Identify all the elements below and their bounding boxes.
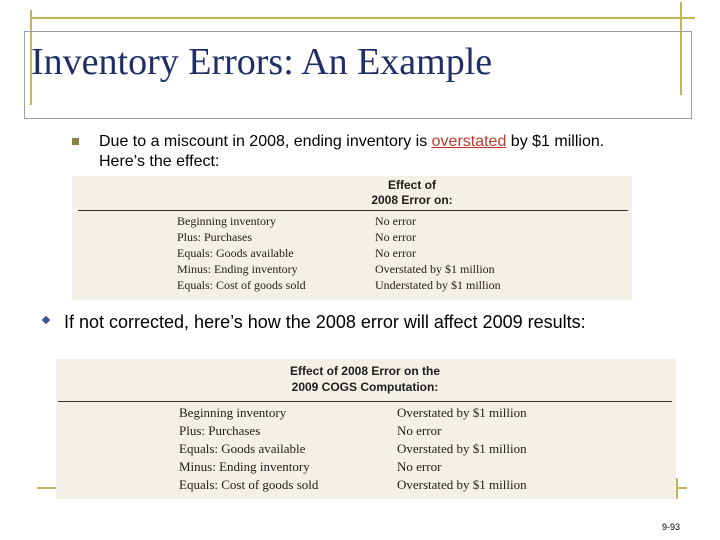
row-label: Equals: Cost of goods sold [179,477,319,492]
row-value: Understated by $1 million [375,278,501,292]
bullet-text-end: by $1 million. Here’s the effect: [99,133,605,170]
table2-rule [58,401,672,402]
bullet-not-corrected-text: If not corrected, here’s how the 2008 error will affect 2009 results: [64,312,586,332]
row-value: No error [375,230,416,244]
bullet-text-start: Due to a miscount in 2008, ending inventory is [99,133,432,150]
table2-header-line2: 2009 COGS Computation: [291,380,439,394]
table1-rule [78,210,628,211]
table1-header [362,178,462,208]
bullet-not-corrected [43,311,703,333]
frame-top-line [30,17,695,19]
table2-header-line1: Effect of 2008 Error on the [289,364,441,378]
row-label: Plus: Purchases [177,230,252,244]
table1-header-line1: Effect of [388,178,436,192]
row-label: Equals: Goods available [177,246,294,260]
row-label: Plus: Purchases [179,423,261,438]
row-value: Overstated by $1 million [397,441,527,456]
row-value: Overstated by $1 million [397,477,527,492]
overstated-highlight: overstated [431,133,507,150]
diamond-bullet-icon [42,316,50,324]
table1-header-line2: 2008 Error on: [371,193,453,207]
slide-title: Inventory Errors: An Example [31,41,493,83]
bullet-miscount-text [99,132,632,172]
row-value: No error [397,423,442,438]
row-value: No error [375,246,416,260]
row-value: No error [397,459,442,474]
row-value: No error [375,214,416,228]
row-value: Overstated by $1 million [397,405,527,420]
frame-bottom-tick [676,478,678,499]
table2-header [281,363,449,395]
effect-2008-table [72,176,632,300]
effect-2009-cogs-table [56,359,676,499]
row-label: Beginning inventory [179,405,287,420]
row-label: Equals: Cost of goods sold [177,278,306,292]
row-label: Equals: Goods available [179,441,306,456]
row-label: Beginning inventory [177,214,276,228]
row-label: Minus: Ending inventory [177,262,298,276]
row-label: Minus: Ending inventory [179,459,310,474]
page-number: 9-93 [662,522,681,532]
row-value: Overstated by $1 million [375,262,495,276]
bullet-miscount [72,132,632,172]
square-bullet-icon [72,138,79,145]
